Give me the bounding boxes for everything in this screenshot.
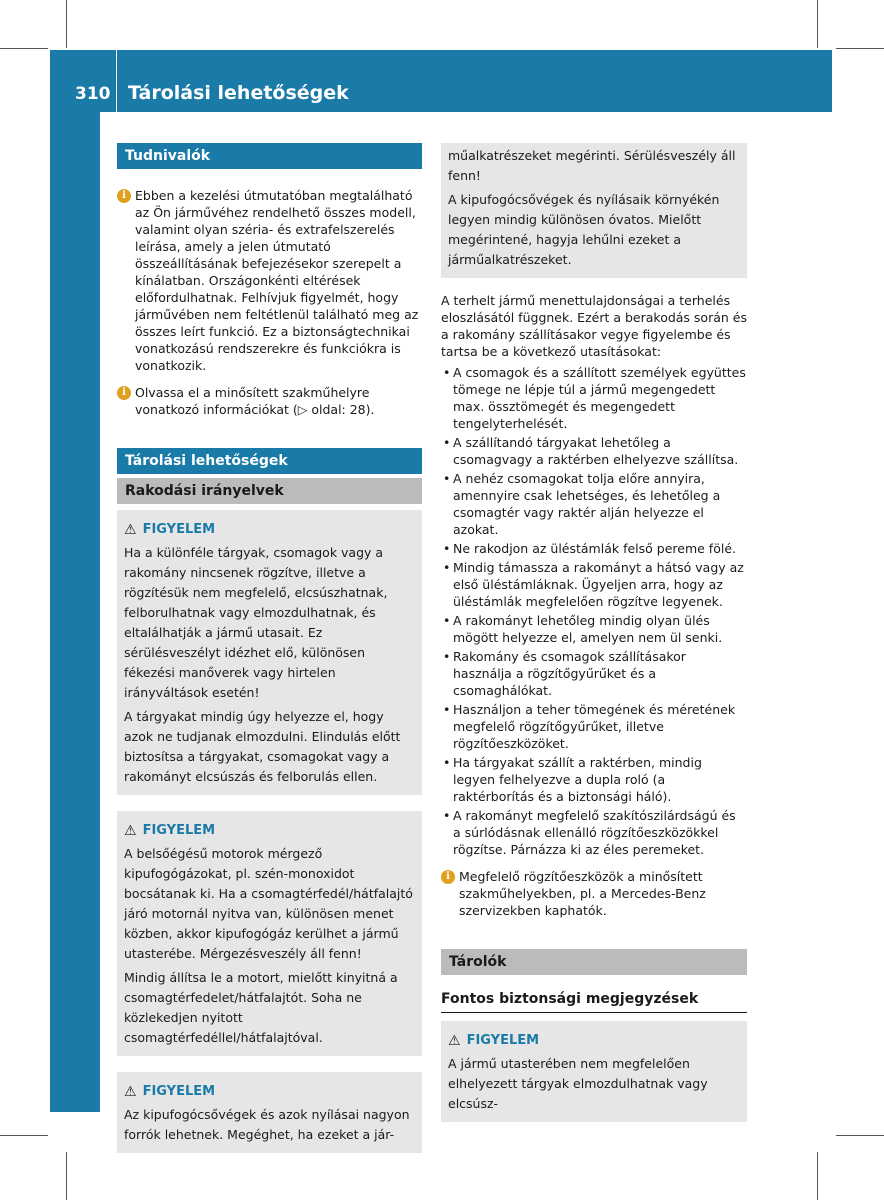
warning-header [124,520,415,540]
header-divider [116,50,117,112]
info-text: Megfelelő rögzítőeszközök a minősített szakműhelyekben, pl. a Mercedes-Benz szervizekben kaphatók. [459,869,706,918]
list-item: • Ha tárgyakat szállít a raktérben, mindig legyen felhelyezve a dupla roló (a raktérborítás és a biztonsági háló). [441,754,747,805]
warning-label: FIGYELEM [142,823,216,838]
warning-box [441,1021,747,1122]
list-item: • Ne rakodjon az üléstámlák felső pereme fölé. [441,540,747,557]
list-item: • A csomagok és a szállított személyek együttes tömege ne lépje túl a jármű megengedett max. össztömegét és megengedett tengelyterhelését. [441,364,747,432]
warning-box-continued [441,143,747,278]
warning-box [117,811,422,1056]
warning-text: Mindig állítsa le a motort, mielőtt kinyitná a csomagtérfedelet/hátfalajtót. Soha ne közlekedjen nyitott csomagtérfedéllel/hátfalajtóval. [124,970,398,1045]
warning-label: FIGYELEM [466,1033,540,1048]
warning-box [117,510,422,795]
info-icon: i [441,870,455,884]
list-item: • Mindig támassza a rakományt a hátsó vagy az első üléstámláknak. Ügyeljen arra, hogy az üléstámlák megfelelően rögzítve legyenek. [441,559,747,610]
subheading-safety-notes: Fontos biztonsági megjegyzések [441,987,747,1013]
crop-mark [817,0,818,48]
crop-mark [817,1152,818,1200]
warning-text: műalkatrészeket megérinti. Sérülésveszély áll fenn! [448,148,736,183]
info-note [117,187,422,374]
warning-text: A kipufogócsővégek és nyílásaik környékén legyen mindig különösen óvatos. Mielőtt megérintené, hagyja lehűlni ezeket a járműalkatrészeket. [448,192,720,267]
warning-text: A tárgyakat mindig úgy helyezze el, hogy azok ne tudjanak elmozdulni. Elindulás előtt biztosítsa a tárgyakat, csomagokat vagy a rakományt elcsúszás és felborulás ellen. [124,709,401,784]
section-heading-tudnivalok: Tudnivalók [117,143,422,169]
crop-mark [66,0,67,48]
info-note [441,868,747,919]
crop-mark [836,1135,884,1136]
warning-text: A jármű utasterében nem megfelelően elhelyezett tárgyak elmozdulhatnak vagy elcsúsz- [448,1056,708,1111]
right-column [441,143,747,1122]
warning-label: FIGYELEM [142,1084,216,1099]
side-tab-label: Tárolás és hasznos lehetőségek [66,201,90,559]
section-heading-storage: Tárolási lehetőségek [117,448,422,474]
warning-text: A belsőégésű motorok mérgező kipufogógázokat, pl. szén-monoxidot bocsátanak ki. Ha a csomagtérfedél/hátfalajtó járó motornál nyitva van, különösen menet közben, akkor kipufogógáz kerülhet a jármű utasterébe. Mérgezésveszély áll fenn! [124,846,413,961]
crop-mark [836,48,884,49]
crop-mark [0,48,48,49]
loading-intro: A terhelt jármű menettulajdonságai a terhelés eloszlásától függnek. Ezért a berakodás során és a rakomány szállításakor vegye figyelembe és tartsa be a következő utasításokat: [441,293,747,359]
warning-text: Az kipufogócsővégek és azok nyílásai nagyon forrók lehetnek. Megéghet, ha ezeket a jár- [124,1107,410,1142]
list-item: • A nehéz csomagokat tolja előre annyira, amennyire csak lehetséges, és lehetőleg a csomagtér vagy raktér alján helyezze el azokat. [441,470,747,538]
warning-box [117,1072,422,1153]
info-text: Ebben a kezelési útmutatóban megtalálható az Ön járművéhez rendelhető összes modell, valamint olyan széria- és extrafelszerelés leírása, amely a jelen útmutató összeállításának befejezésekor szerepelt a kínálatban. Országonkénti eltérések előfordulhatnak. Felhívjuk figyelmét, hogy járművében nem feltétlenül található meg az összes leírt funkció. Ez a biztonságtechnikai vonatkozású rendszerekre és funkciókra is vonatkozik. [135,188,419,373]
crop-mark [0,1135,48,1136]
info-icon: i [117,386,131,400]
warning-text: Ha a különféle tárgyak, csomagok vagy a rakomány nincsenek rögzítve, illetve a rögzítésük nem megfelelő, elcsúszhatnak, felborulhatnak vagy elmozdulhatnak, és eltalálhatják a jármű utasait. Ez sérülésveszélyt idézhet elő, különösen fékezési manőverek vagy hirtelen irányváltások esetén! [124,545,388,700]
crop-mark [66,1152,67,1200]
left-column [117,143,422,1153]
warning-header [448,1031,740,1051]
list-item: • Rakomány és csomagok szállításakor használja a rögzítőgyűrűket és a csomaghálókat. [441,648,747,699]
warning-header [124,1082,415,1102]
list-item: • A rakományt lehetőleg mindig olyan ülés mögött helyezze el, amelyen nem ül senki. [441,612,747,646]
warning-header [124,821,415,841]
warning-triangle-icon: ⚠ [124,1084,137,1100]
subheading-loading-guidelines: Rakodási irányelvek [117,478,422,504]
loading-rules-list [441,364,747,858]
page-title: Tárolási lehetőségek [128,82,349,104]
info-icon: i [117,189,131,203]
list-item: • Használjon a teher tömegének és méretének megfelelő rögzítőgyűrűket, illetve rögzítőeszközöket. [441,701,747,752]
warning-triangle-icon: ⚠ [124,823,137,839]
list-item: • A szállítandó tárgyakat lehetőleg a csomagvagy a raktérben elhelyezve szállítsa. [441,434,747,468]
section-heading-tarolok: Tárolók [441,949,747,975]
warning-triangle-icon: ⚠ [448,1033,461,1049]
info-text: Olvassa el a minősített szakműhelyre vonatkozó információkat (▷ oldal: 28). [135,385,375,417]
warning-triangle-icon: ⚠ [124,522,137,538]
warning-label: FIGYELEM [142,522,216,537]
page-number: 310 [75,84,111,104]
info-note [117,384,422,418]
list-item: • A rakományt megfelelő szakítószilárdságú és a súrlódásnak ellenálló rögzítőeszközökkel rögzítse. Párnázza ki az éles peremeket. [441,807,747,858]
